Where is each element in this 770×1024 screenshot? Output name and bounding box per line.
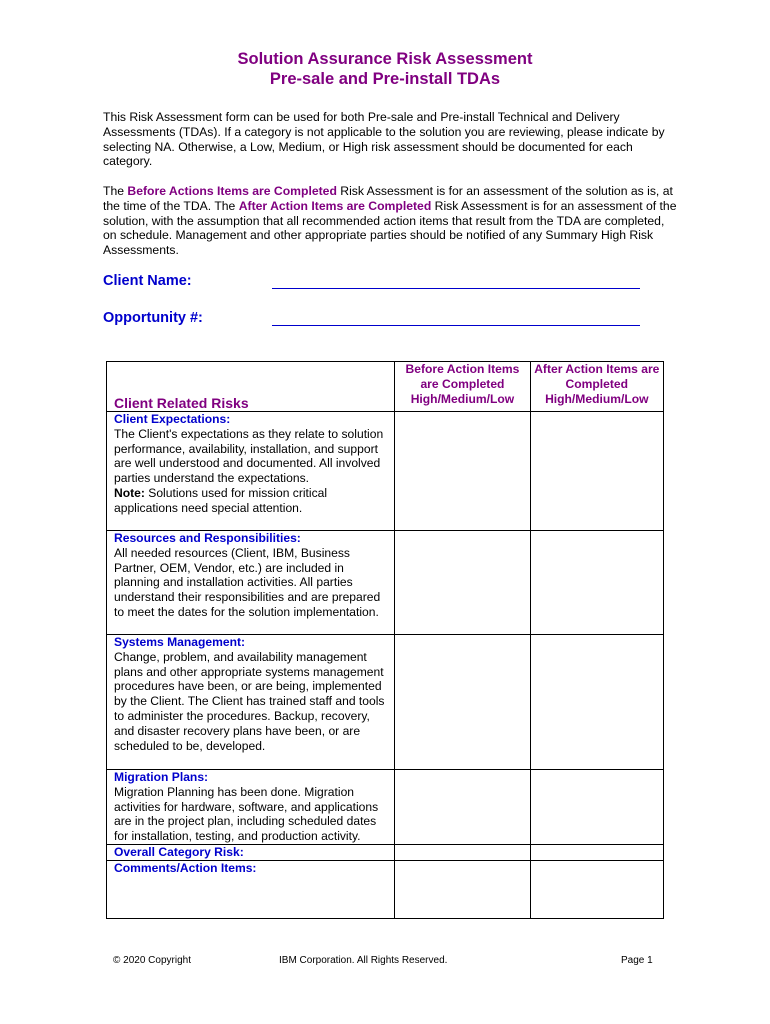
after-emphasis: After Action Items are Completed (238, 198, 432, 213)
after-cell[interactable] (530, 770, 663, 845)
client-name-label: Client Name: (103, 273, 192, 289)
before-cell[interactable] (395, 531, 530, 635)
after-cell[interactable] (530, 635, 663, 770)
table-row: Systems Management: Change, problem, and availability management plans and other appropriate systems management procedures have been, or are being, implemented by the Client. The Client has trained staff and tools to administer the procedures. Backup, recovery, and disaster recovery plans have been, or are scheduled to be, developed. (107, 635, 664, 770)
comments-label: Comments/Action Items: (114, 860, 257, 875)
opportunity-label: Opportunity #: (103, 310, 203, 326)
opportunity-field[interactable] (272, 324, 640, 326)
before-cell[interactable] (395, 770, 530, 845)
col-before-header: Before Action Items are Completed High/Medium/Low (395, 362, 530, 412)
overall-risk-label: Overall Category Risk: (114, 845, 244, 859)
col-after-header: After Action Items are Completed High/Medium/Low (530, 362, 663, 412)
table-row: Client Expectations: The Client's expectations as they relate to solution performance, availability, installation, and support are well understood and documented. All involved parties understand the expectations. Note: Solutions used for mission critical applications need special attention. (107, 412, 664, 531)
before-cell[interactable] (395, 860, 530, 918)
document-title: Solution Assurance Risk Assessment (237, 50, 533, 68)
table-row (107, 860, 664, 918)
after-cell[interactable] (530, 531, 663, 635)
table-row (107, 845, 664, 861)
assessment-paragraph: The Before Actions Items are Completed Risk Assessment is for an assessment of the solution as is, at the time of the TDA. The After Action Items are Completed Risk Assessment is for an assessment of the solution, with the assumption that all recommended action items that result from the TDA are completed, on schedule. Management and other appropriate parties should be notified of any Summary High Risk Assessments. (103, 184, 677, 258)
before-cell[interactable] (395, 412, 530, 531)
document-subtitle: Pre-sale and Pre-install TDAs (269, 70, 501, 88)
table-row: Resources and Responsibilities: All needed resources (Client, IBM, Business Partner, OEM, Vendor, etc.) are included in planning and installation activities. All parties understand their responsibilities and are prepared to meet the dates for the solution implementation. (107, 531, 664, 635)
footer-copyright: © 2020 Copyright (113, 955, 191, 966)
row-title: Client Expectations: (114, 412, 231, 426)
footer-corporation: IBM Corporation. All Rights Reserved. (279, 955, 448, 966)
risk-header: Client Related Risks (107, 362, 395, 412)
client-name-field[interactable] (272, 287, 640, 289)
footer-page-number: Page 1 (621, 955, 653, 966)
risk-table (106, 361, 664, 919)
intro-paragraph: This Risk Assessment form can be used for both Pre-sale and Pre-install Technical and Delivery Assessments (TDAs). If a category is not applicable to the solution you are reviewing, please indicate by selecting NA. Otherwise, a Low, Medium, or High risk assessment should be documented for each category. (103, 110, 665, 169)
before-emphasis: Before Actions Items are Completed (127, 184, 337, 198)
table-row: Migration Plans: Migration Planning has been done. Migration activities for hardware, software, and applications are in the project plan, including scheduled dates for installation, testing, and production activity. (107, 770, 664, 845)
row-title: Resources and Responsibilities: (114, 531, 301, 545)
before-cell[interactable] (395, 635, 530, 770)
row-title: Systems Management: (114, 635, 246, 649)
after-cell[interactable] (530, 412, 663, 531)
after-cell[interactable] (530, 845, 663, 861)
row-title: Migration Plans: (114, 770, 209, 784)
before-cell[interactable] (395, 845, 530, 861)
after-cell[interactable] (530, 860, 663, 918)
